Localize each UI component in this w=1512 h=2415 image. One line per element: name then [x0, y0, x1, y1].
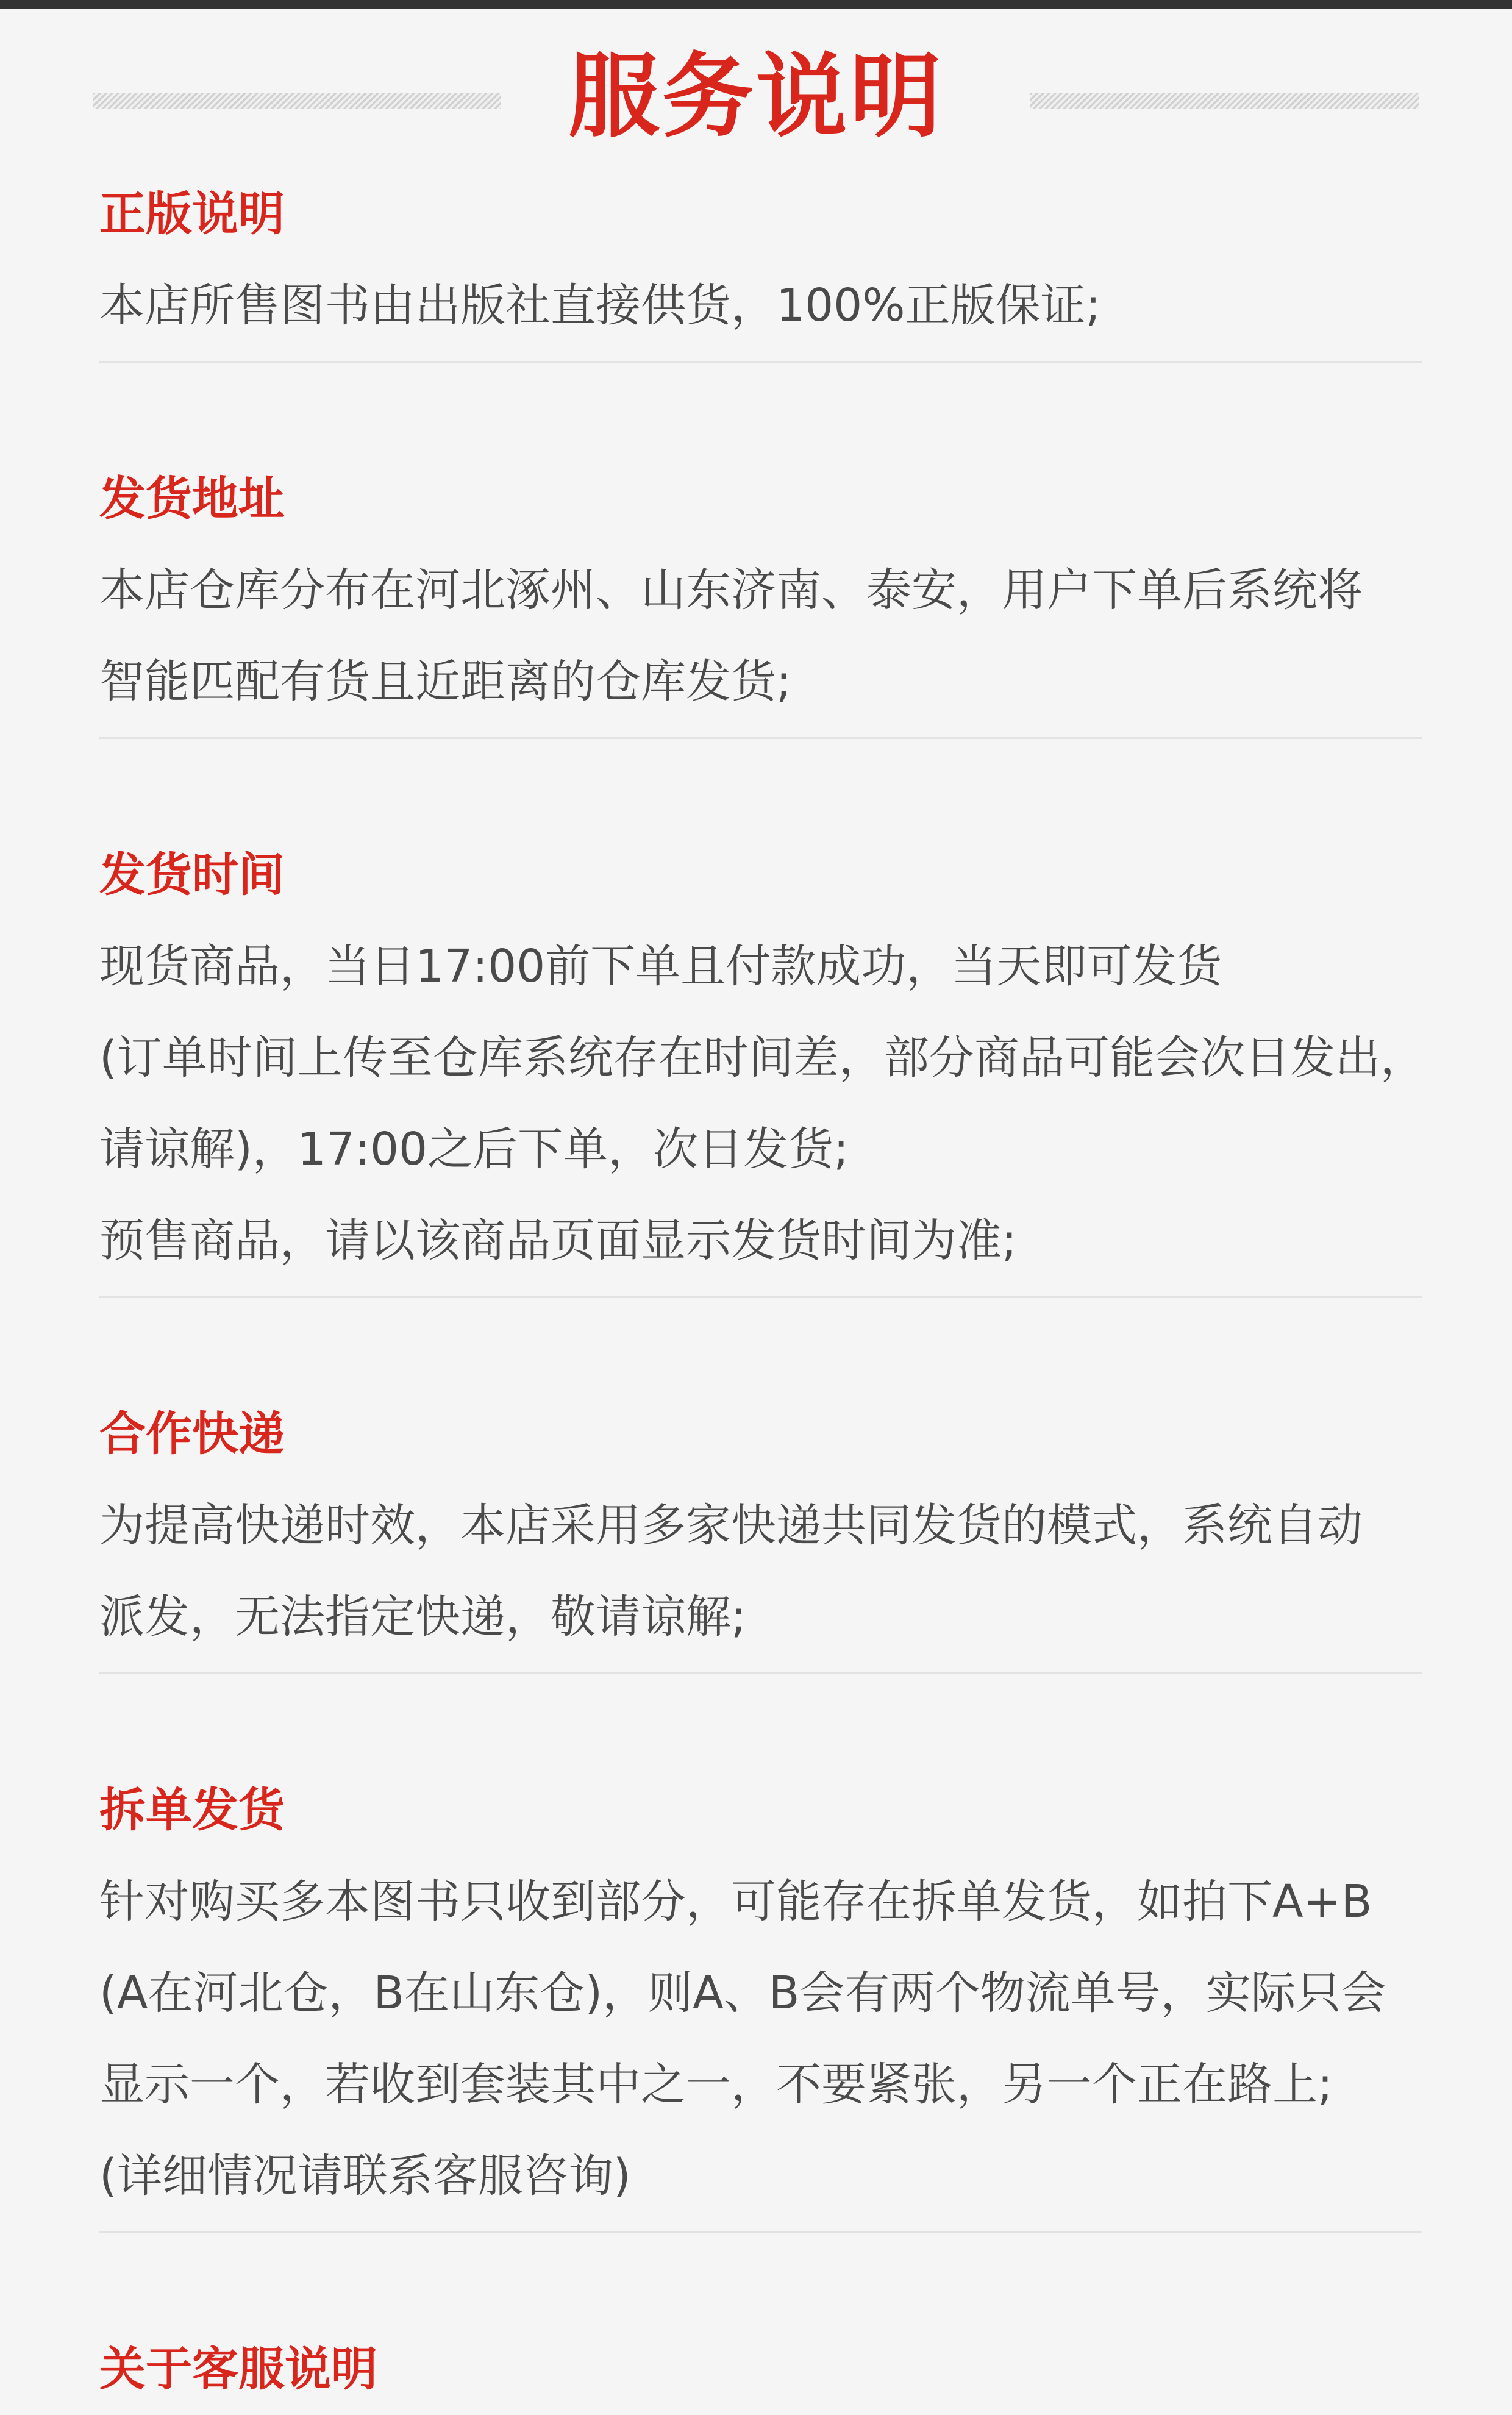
- page-title: 服务说明: [568, 44, 944, 150]
- section-body: [99, 1856, 1422, 2231]
- section-split-shipment: [99, 1764, 1422, 2233]
- section-body: [99, 921, 1425, 1296]
- section-title: 正版说明: [99, 187, 285, 241]
- section-body: [99, 260, 1422, 361]
- section-text-line: 智能匹配有货且近距离的仓库发货;: [99, 655, 791, 708]
- section-text-line: 请谅解)，17:00之后下单，次日发货;: [99, 1123, 849, 1175]
- section-text-line: 显示一个，若收到套装其中之一，不要紧张，另一个正在路上;: [99, 2058, 1333, 2111]
- section-body: [99, 544, 1422, 737]
- section-shipping-time: [99, 829, 1425, 1298]
- section-body: [99, 1480, 1422, 1672]
- section-shipping-address: [99, 453, 1422, 739]
- section-title: 发货地址: [99, 471, 285, 526]
- section-customer-service: [99, 2324, 1422, 2415]
- section-text-line: 预售商品，请以该商品页面显示发货时间为准;: [99, 1215, 1017, 1267]
- section-courier: [99, 1388, 1422, 1674]
- page-header: [0, 9, 1512, 161]
- top-bar: [0, 0, 1512, 9]
- section-text-line: 现货商品，当日17:00前下单且付款成功，当天即可发货: [99, 940, 1222, 993]
- section-text-line: (A在河北仓，B在山东仓)，则A、B会有两个物流单号，实际只会: [99, 1967, 1386, 2019]
- section-authentic: [99, 168, 1422, 363]
- section-text-line: 本店仓库分布在河北涿州、山东济南、泰安，用户下单后系统将: [99, 564, 1363, 616]
- section-text-line: (详细情况请联系客服咨询): [99, 2150, 631, 2202]
- section-text-line: 为提高快递时效，本店采用多家快递共同发货的模式，系统自动: [99, 1499, 1363, 1552]
- section-text-line: 针对购买多本图书只收到部分，可能存在拆单发货，如拍下A+B: [99, 1875, 1372, 1928]
- section-title: 发货时间: [99, 847, 285, 902]
- section-title: 合作快递: [99, 1407, 285, 1461]
- section-title: 拆单发货: [99, 1783, 285, 1837]
- section-text-line: (订单时间上传至仓库系统存在时间差，部分商品可能会次日发出，: [99, 1032, 1425, 1084]
- section-text-line: 派发，无法指定快递，敬请谅解;: [99, 1591, 746, 1643]
- service-content: [99, 168, 1425, 2415]
- section-title: 关于客服说明: [99, 2342, 377, 2396]
- section-text-line: 本店所售图书由出版社直接供货，100%正版保证;: [99, 279, 1101, 332]
